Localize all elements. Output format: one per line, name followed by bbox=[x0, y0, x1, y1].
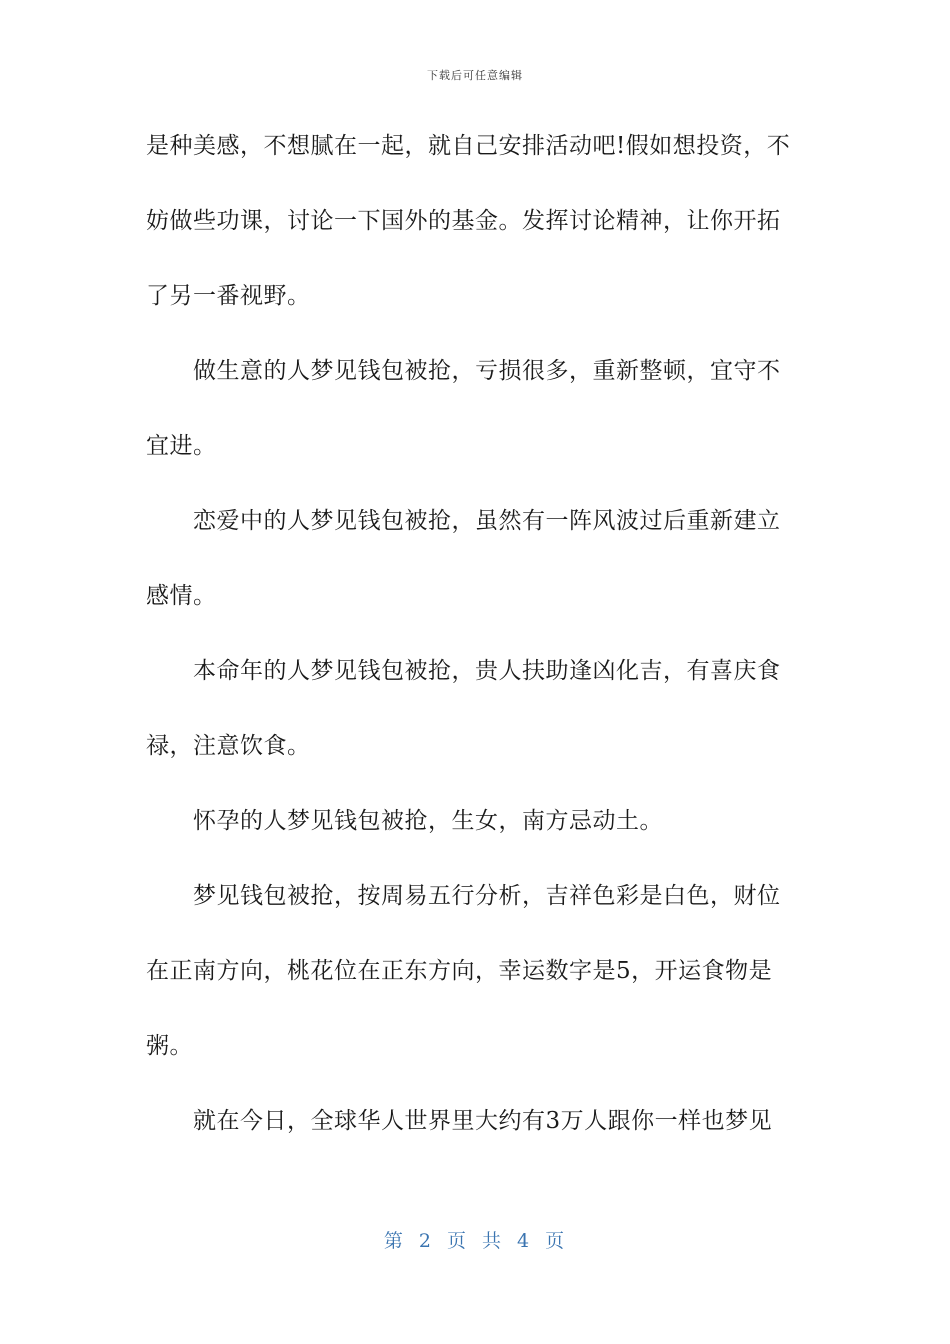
text-line-7: 感情。 bbox=[146, 583, 217, 609]
text-line-13: 粥。 bbox=[146, 1033, 193, 1059]
text-line-14: 就在今日，全球华人世界里大约有3万人跟你一样也梦见 bbox=[193, 1108, 773, 1134]
text-line-12: 在正南方向，桃花位在正东方向，幸运数字是5，开运食物是 bbox=[146, 958, 773, 984]
text-line-1: 是种美感，不想腻在一起，就自己安排活动吧!假如想投资，不 bbox=[146, 133, 791, 159]
text-line-5: 宜进。 bbox=[146, 433, 217, 459]
text-line-11: 梦见钱包被抢，按周易五行分析，吉祥色彩是白色，财位 bbox=[193, 883, 781, 909]
document-body bbox=[146, 120, 806, 1170]
text-line-4: 做生意的人梦见钱包被抢，亏损很多，重新整顿，宜守不 bbox=[193, 358, 781, 384]
text-line-2: 妨做些功课，讨论一下国外的基金。发挥讨论精神，让你开拓 bbox=[146, 208, 781, 234]
header-note: 下载后可任意编辑 bbox=[427, 69, 523, 82]
text-line-9: 禄，注意饮食。 bbox=[146, 733, 311, 759]
text-line-3: 了另一番视野。 bbox=[146, 283, 311, 309]
text-line-8: 本命年的人梦见钱包被抢，贵人扶助逢凶化吉，有喜庆食 bbox=[193, 658, 781, 684]
text-line-6: 恋爱中的人梦见钱包被抢，虽然有一阵风波过后重新建立 bbox=[193, 508, 781, 534]
text-line-10: 怀孕的人梦见钱包被抢，生女，南方忌动土。 bbox=[193, 808, 663, 834]
page-number-footer: 第 2 页 共 4 页 bbox=[383, 1230, 567, 1252]
